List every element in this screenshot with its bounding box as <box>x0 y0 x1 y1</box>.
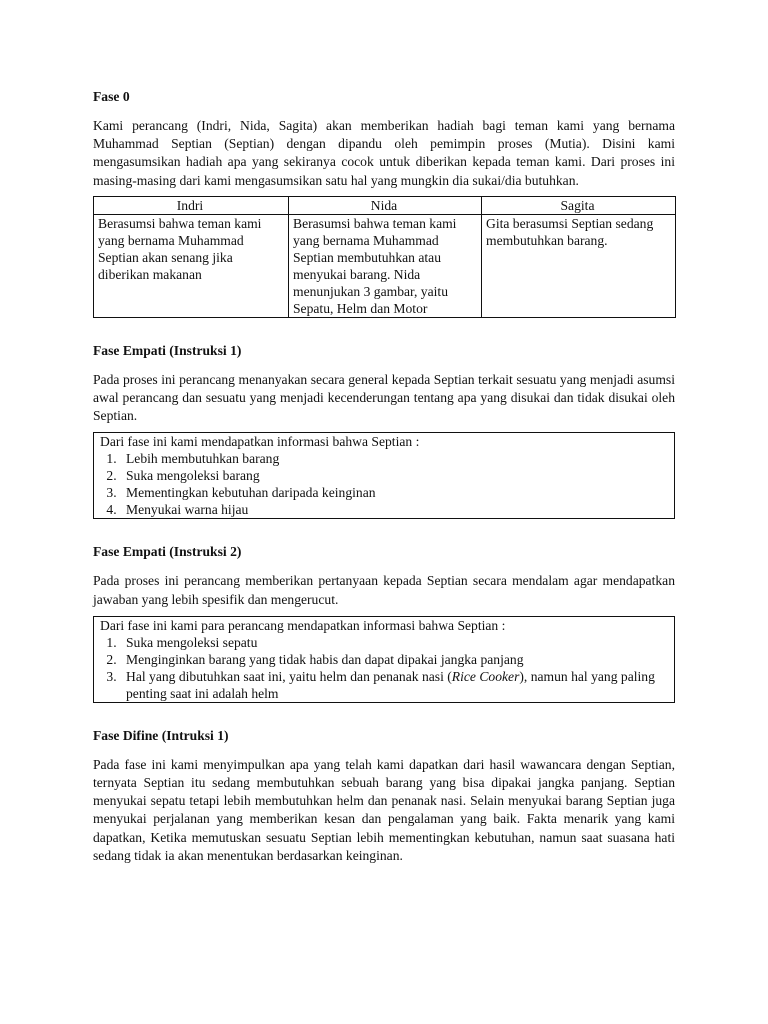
list-item: 2. Suka mengoleksi barang <box>120 467 668 484</box>
table-cell: Berasumsi bahwa teman kami yang bernama Muhammad Septian membutuhkan atau menyukai barang. Nida menunjukan 3 gambar, yaitu Sepatu, Helm dan Motor <box>289 214 482 317</box>
section-fase-0 <box>93 88 675 318</box>
list-item: 1. Suka mengoleksi sepatu <box>120 634 668 651</box>
section-define-1 <box>93 727 675 865</box>
list-item: 2. Menginginkan barang yang tidak habis dan dapat dipakai jangka panjang <box>120 651 668 668</box>
assumption-table <box>93 196 676 318</box>
info-box <box>93 616 675 703</box>
table-header-cell: Sagita <box>482 196 676 214</box>
table-header-row <box>94 196 676 214</box>
section-paragraph: Pada fase ini kami menyimpulkan apa yang telah kami dapatkan dari hasil wawancara dengan Septian, ternyata Septian itu sedang membutuhkan sebuah barang yang bisa dipakai jangka panjang. Septian menyukai sepatu tetapi lebih membutuhkan helm dan penanak nasi. Selain menyukai barang Septian juga menyukai perjalanan yang memberikan kesan dan pengalaman yang baik. Fakta menarik yang kami dapatkan, Ketika memutuskan sesuatu Septian lebih mementingkan kebutuhan, namun saat suasana hati sedang tidak ia akan menentukan berdasarkan keinginan. <box>93 756 675 863</box>
info-box <box>93 432 675 519</box>
table-header-cell: Indri <box>94 196 289 214</box>
table-cell: Berasumsi bahwa teman kami yang bernama Muhammad Septian akan senang jika diberikan makanan <box>94 214 289 317</box>
section-empati-2 <box>93 543 675 702</box>
section-empati-1 <box>93 342 675 520</box>
section-heading: Fase Difine (Intruksi 1) <box>93 727 229 743</box>
list-item: 1. Lebih membutuhkan barang <box>120 450 668 467</box>
info-list <box>100 450 668 518</box>
italic-term: Rice Cooker <box>451 668 520 684</box>
table-header-cell: Nida <box>289 196 482 214</box>
section-heading: Fase Empati (Instruksi 2) <box>93 544 242 560</box>
info-box-intro: Dari fase ini kami mendapatkan informasi bahwa Septian : <box>100 434 420 450</box>
table-cell: Gita berasumsi Septian sedang membutuhkan barang. <box>482 214 676 317</box>
info-box-intro: Dari fase ini kami para perancang mendapatkan informasi bahwa Septian : <box>100 617 506 633</box>
section-paragraph: Kami perancang (Indri, Nida, Sagita) akan memberikan hadiah bagi teman kami yang bernama Muhammad Septian (Septian) dengan dipandu oleh pemimpin proses (Mutia). Disini kami mengasumsikan hadiah apa yang sekiranya cocok untuk diberikan kepada teman kami. Dari proses ini masing-masing dari kami mengasumsikan satu hal yang mungkin dia sukai/dia butuhkan. <box>93 118 675 188</box>
list-item: 4. Menyukai warna hijau <box>120 501 668 518</box>
list-item: 3. Mementingkan kebutuhan daripada keinginan <box>120 484 668 501</box>
section-paragraph: Pada proses ini perancang memberikan pertanyaan kepada Septian secara mendalam agar mendapatkan jawaban yang lebih spesifik dan mengerucut. <box>93 573 675 607</box>
document-content <box>93 88 675 865</box>
section-heading: Fase 0 <box>93 89 130 104</box>
section-paragraph: Pada proses ini perancang menanyakan secara general kepada Septian terkait sesuatu yang menjadi asumsi awal perancang dan sesuatu yang menjadi kecenderungan tentang apa yang disukai dan tidak disukai oleh Septian. <box>93 371 675 424</box>
section-heading: Fase Empati (Instruksi 1) <box>93 342 242 358</box>
info-list <box>100 634 668 702</box>
table-row <box>94 214 676 317</box>
list-item: 3. Hal yang dibutuhkan saat ini, yaitu helm dan penanak nasi (Rice Cooker), namun hal yang paling penting saat ini adalah helm <box>120 668 668 702</box>
